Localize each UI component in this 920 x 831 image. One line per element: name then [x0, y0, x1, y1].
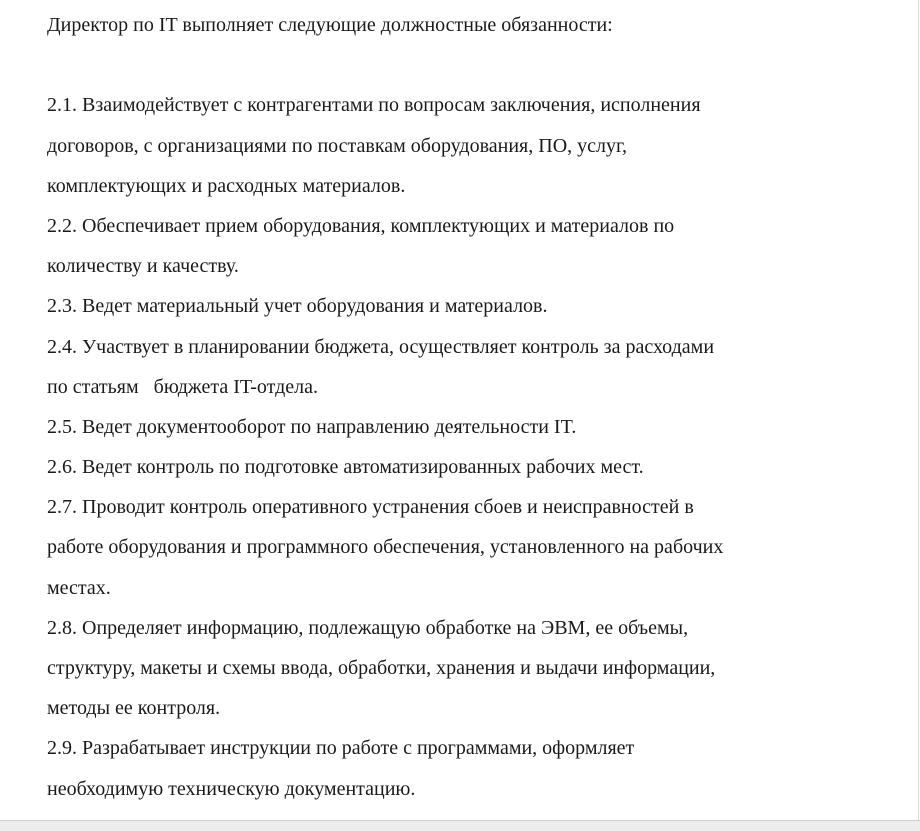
text-line: структуру, макеты и схемы ввода, обработки, хранения и выдачи информации, — [47, 657, 716, 679]
text-line: 2.1. Взаимодействует с контрагентами по вопросам заключения, исполнения — [47, 94, 701, 117]
document-body — [47, 5, 877, 809]
text-line: 2.9. Разрабатывает инструкции по работе с программами, оформляет — [47, 737, 635, 760]
text-line: 2.4. Участвует в планировании бюджета, осуществляет контроль за расходами — [47, 335, 715, 358]
text-line: 2.3. Ведет материальный учет оборудования и материалов. — [47, 295, 548, 318]
blank-line — [47, 45, 877, 85]
text-line: 2.6. Ведет контроль по подготовке автоматизированных рабочих мест. — [47, 456, 644, 479]
text-line: 2.7. Проводит контроль оперативного устранения сбоев и неисправностей в — [47, 496, 694, 519]
bottom-scroll-strip — [0, 820, 920, 831]
text-line: договоров, с организациями по поставкам оборудования, ПО, услуг, — [47, 134, 627, 157]
text-line: комплектующих и расходных материалов. — [47, 174, 406, 197]
document-heading: Директор по IT выполняет следующие должностные обязанности: — [47, 14, 613, 36]
text-line: 2.2. Обеспечивает прием оборудования, комплектующих и материалов по — [47, 214, 675, 237]
text-line: 2.5. Ведет документооборот по направлению деятельности IT. — [47, 415, 577, 438]
text-line: 2.8. Определяет информацию, подлежащую обработке на ЭВМ, ее объемы, — [47, 616, 689, 639]
text-line: по статьям бюджета IT-отдела. — [47, 375, 319, 398]
text-line: необходимую техническую документацию. — [47, 777, 416, 800]
text-line: количеству и качеству. — [47, 255, 239, 278]
text-line: местах. — [47, 576, 111, 599]
text-line: работе оборудования и программного обеспечения, установленного на рабочих — [47, 536, 724, 559]
text-line: методы ее контроля. — [47, 697, 221, 720]
